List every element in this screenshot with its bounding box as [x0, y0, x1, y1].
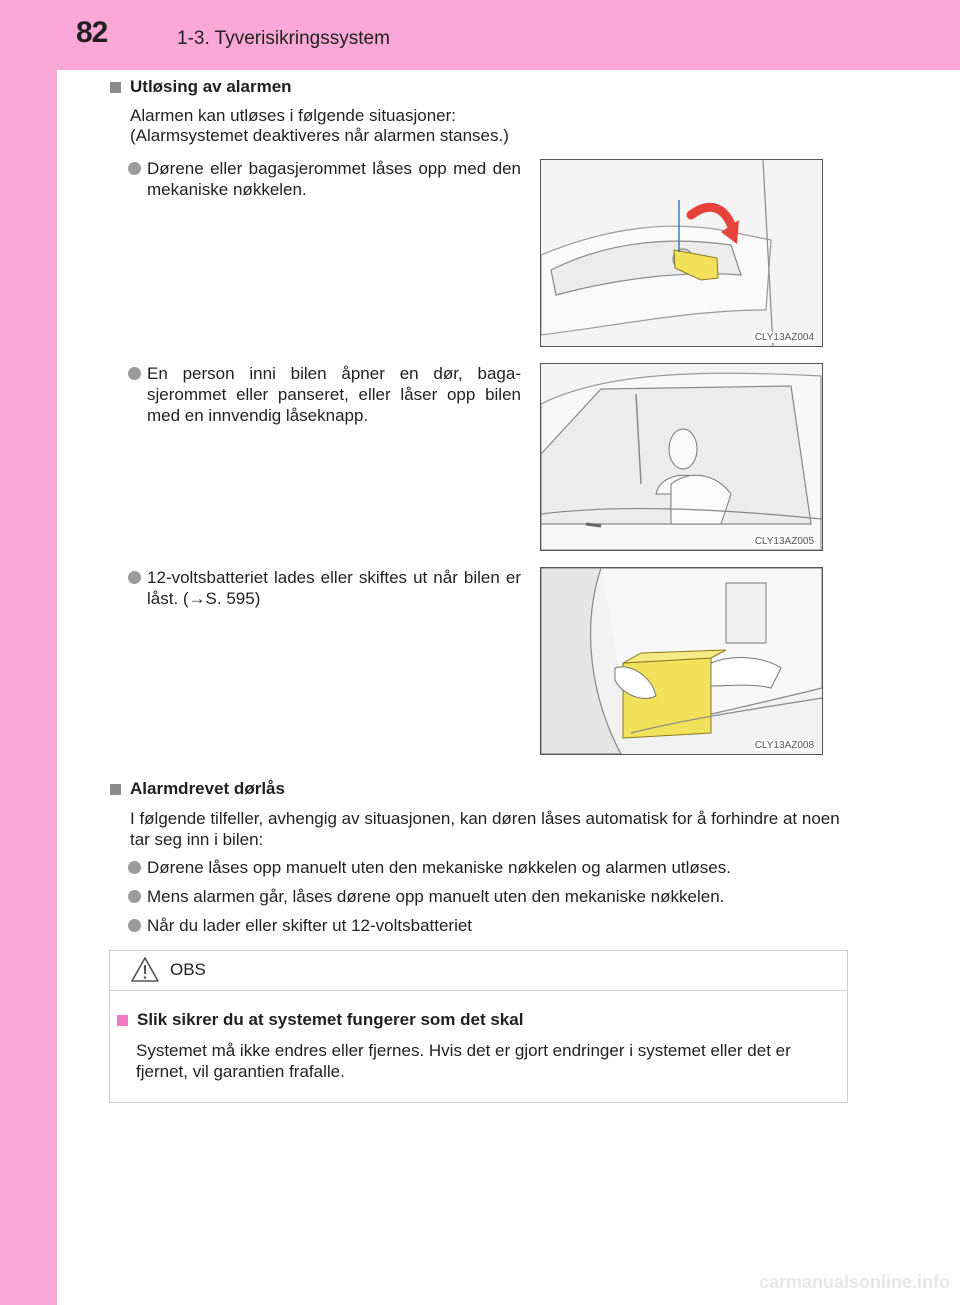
list-item: [128, 158, 521, 200]
watermark-logo: carmanualsonline.info: [758, 1272, 950, 1292]
figure-code: CLY13AZ008: [754, 740, 814, 751]
list-item: [128, 567, 521, 609]
figure-battery-trunk: [540, 567, 823, 755]
square-bullet-icon: [117, 1015, 128, 1026]
notice-heading: [117, 1010, 523, 1030]
list-item-text: 12-voltsbatteriet lades eller skiftes ut når bilen er låst. (→S. 595): [147, 568, 521, 608]
list-item: [128, 915, 848, 936]
circle-bullet-icon: [128, 919, 141, 932]
list-item-text: Dørene eller bagasjerommet låses opp med den mekaniske nøkkelen.: [147, 159, 521, 199]
chapter-title: 1-3. Tyverisikringssystem: [177, 28, 390, 49]
section-heading-alarm-door-lock: [110, 779, 285, 799]
section-heading-text: Utløsing av alarmen: [130, 77, 292, 96]
list-item: [128, 857, 848, 878]
circle-bullet-icon: [128, 162, 141, 175]
square-bullet-icon: [110, 82, 121, 93]
circle-bullet-icon: [128, 890, 141, 903]
car-interior-illustration: [541, 364, 822, 550]
circle-bullet-icon: [128, 367, 141, 380]
section-intro-line: Alarmen kan utløses i følgende situasjoner:: [130, 106, 456, 125]
section-heading-text: Alarmdrevet dørlås: [130, 779, 285, 798]
notice-title: OBS: [170, 960, 206, 979]
figure-person-in-car: [540, 363, 823, 551]
list-item: [128, 886, 848, 907]
figure-code: CLY13AZ004: [754, 332, 814, 343]
notice-box: [109, 950, 848, 1103]
circle-bullet-icon: [128, 571, 141, 584]
notice-header: [110, 951, 847, 991]
figure-door-handle-key: [540, 159, 823, 347]
list-item: [128, 363, 521, 426]
battery-trunk-illustration: [541, 568, 822, 754]
list-item-text: Dørene låses opp manuelt uten den mekaniske nøkkelen og alarmen utløses.: [147, 858, 731, 877]
section-heading-alarm-trigger: [110, 77, 292, 97]
figure-code: CLY13AZ005: [754, 536, 814, 547]
page-side-band: [0, 0, 57, 1305]
section-intro-line: (Alarmsystemet deaktiveres når alarmen stanses.): [130, 126, 509, 145]
notice-body: Systemet må ikke endres eller fjernes. Hvis det er gjort endringer i systemet eller det er fjernet, vil garantien frafalle.: [136, 1041, 791, 1081]
square-bullet-icon: [110, 784, 121, 795]
door-handle-illustration: [541, 160, 822, 346]
page-number: 82: [76, 16, 108, 49]
section-intro: I følgende tilfeller, avhengig av situasjonen, kan døren låses automatisk for å forhindre at noen tar seg inn i bilen:: [130, 809, 840, 849]
list-item-text: Mens alarmen går, låses dørene opp manuelt uten den mekaniske nøkkelen.: [147, 887, 725, 906]
circle-bullet-icon: [128, 861, 141, 874]
warning-triangle-icon: [130, 956, 160, 988]
notice-heading-text: Slik sikrer du at systemet fungerer som det skal: [137, 1010, 524, 1029]
list-item-text: Når du lader eller skifter ut 12-voltsbatteriet: [147, 916, 473, 935]
list-item-text: En person inni bilen åpner en dør, baga-sjerommet eller panseret, eller låser opp bilen med en innvendig låseknapp.: [147, 364, 521, 425]
